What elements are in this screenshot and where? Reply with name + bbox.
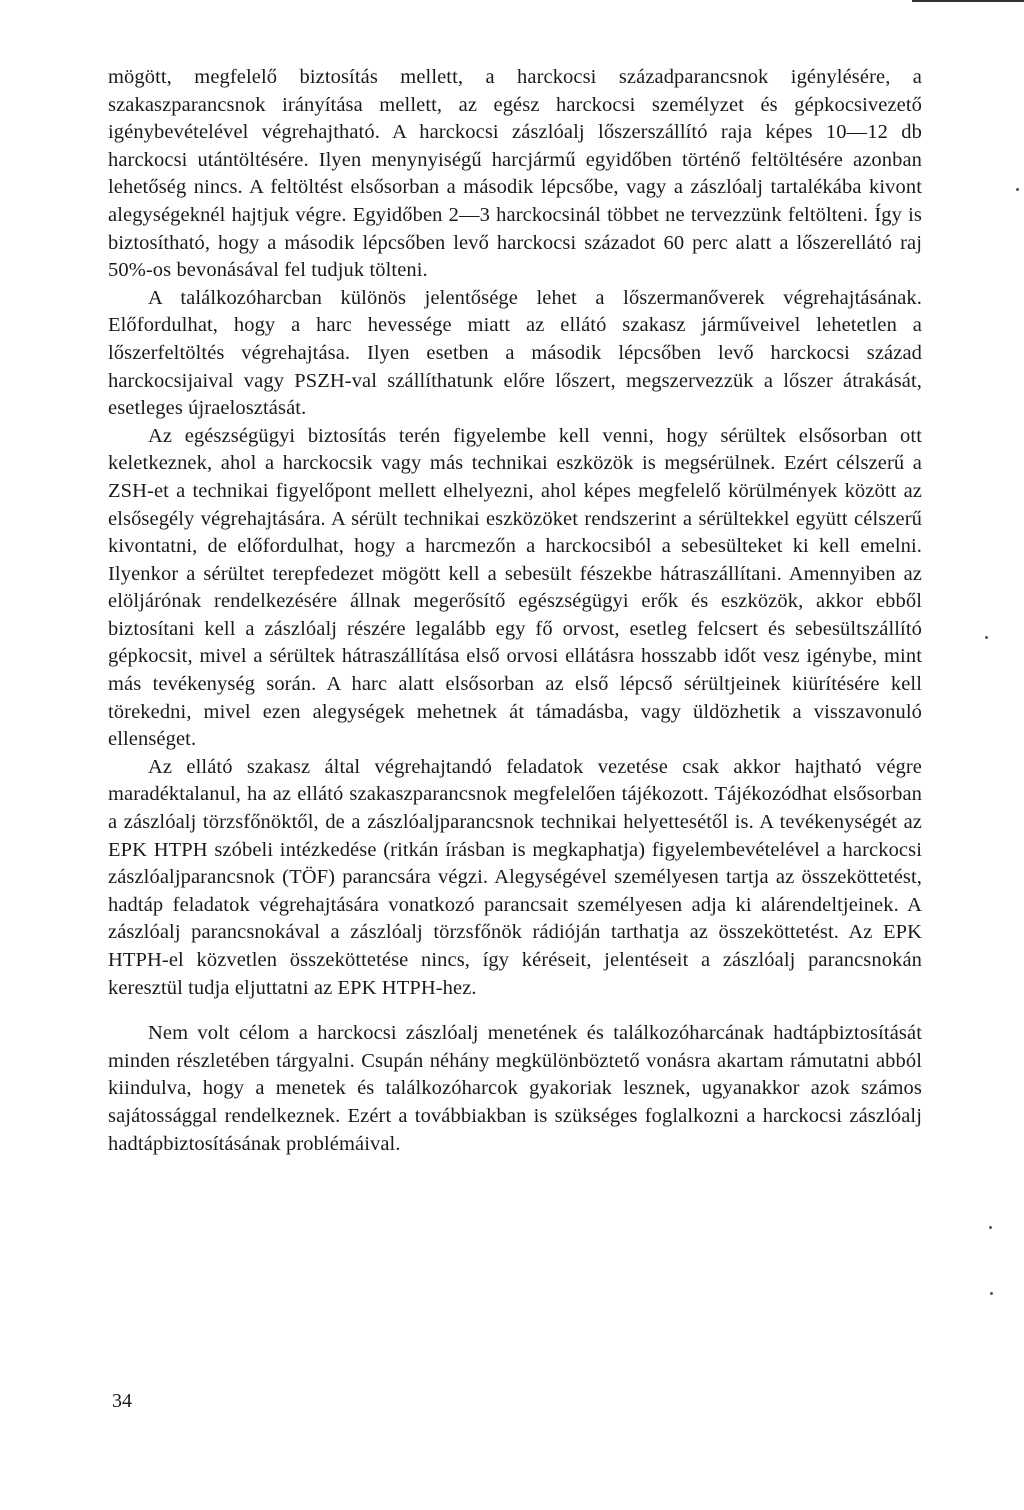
- top-edge-rule: [912, 0, 1024, 2]
- scan-speck: [1016, 188, 1019, 191]
- page-body: [108, 64, 922, 1158]
- scan-speck: [990, 1292, 993, 1295]
- scan-speck: [985, 636, 988, 639]
- page-number: 34: [112, 1390, 132, 1412]
- paragraph-supply-platoon-command: Az ellátó szakasz által végrehajtandó feladatok vezetése csak akkor hajtható végre maradéktalanul, ha az ellátó szakaszparancsnok megfelelően tájékozott. Tájékozódhat elsősorban a zászlóalj törzsfőnöktől, de a zászlóaljparancsnok technikai helyettesétől is. A tevékenységét az EPK HTPH szóbeli intézkedése (ritkán írásban is megkaphatja) figyelembevételével a harckocsi zászlóaljparancsnok (TÖF) parancsára végzi. Alegységével személyesen tartja az összeköttetést, hadtáp feladatok végrehajtására vonatkozó parancsait személyesen adja ki alárendeltjeinek. A zászlóalj parancsnokával a zászlóalj törzsfőnök rádióján tarthatja az összeköttetést. Az EPK HTPH-el közvetlen összeköttetése nincs, így kéréseit, jelentéseit a zászlóalj parancsnokán keresztül tudja eljuttatni az EPK HTPH-hez.: [108, 755, 922, 999]
- paragraph-ammunition-maneuver: A találkozóharcban különös jelentősége lehet a lőszermanőverek végrehajtásának. Előfordulhat, hogy a harc hevessége miatt az ellátó szakasz járműveivel lehetetlen a lőszerfeltöltés végrehajtása. Ilyen esetben a második lépcsőben levő harckocsi század harckocsijaival vagy PSZH-val szállíthatunk előre lőszert, megszervezzük a lőszer átrakását, esetleges újraelosztását.: [108, 286, 922, 420]
- scan-speck: [989, 1226, 992, 1229]
- paragraph-medical-support: Az egészségügyi biztosítás terén figyelembe kell venni, hogy sérültek elsősorban ott keletkeznek, ahol a harckocsik vagy más technikai eszközök is megsérülnek. Ezért célszerű a ZSH-et a technikai figyelőpont mellett elhelyezni, ahol képes megfelelő körülmények között az elsősegély végrehajtására. A sérült technikai eszközöket rendszerint a sérültekkel együtt célszerű kivontatni, de előfordulhat, hogy a harcmezőn a harckocsiból a sebesülteket ki kell emelni. Ilyenkor a sérültet terepfedezet mögött kell a sebesült fészekbe hátraszállítani. Amennyiben az elöljárónak rendelkezésére állnak megerősítő egészségügyi erők és eszközök, akkor ebből biztosítani kell a zászlóalj részére legalább egy fő orvost, esetleg felcsert és sebesültszállító gépkocsit, mivel a sérültek hátraszállítása első orvosi ellátásra hosszabb időt vesz igénybe, mint más tevékenység során. A harc alatt elsősorban az első lépcső sérültjeinek kiürítésére kell törekedni, mivel ezen alegységek mehetnek át támadásba, vagy üldözhetik a visszavonuló ellenséget.: [108, 424, 922, 751]
- paragraph-conclusion: Nem volt célom a harckocsi zászlóalj menetének és találkozóharcának hadtápbiztosítását minden részletében tárgyalni. Csupán néhány megkülönböztető vonásra akartam rámutatni abból kiindulva, hogy a menetek és találkozóharcok gyakoriak lesznek, ugyanakkor azok számos sajátossággal rendelkeznek. Ezért a továbbiakban is szükséges foglalkozni a harckocsi zászlóalj hadtápbiztosításának problémáival.: [108, 1022, 922, 1155]
- paragraph-continued: mögött, megfelelő biztosítás mellett, a harckocsi századparancsnok igénylésére, a szakaszparancsnok irányítása mellett, az egész harckocsi személyzet és gépkocsivezető igénybevételével végrehajtható. A harckocsi zászlóalj lőszerszállító raja képes 10—12 db harckocsi utántöltésére. Ilyen menynyiségű harcjármű egyidőben történő feltöltésére azonban lehetőség nincs. A feltöltést elsősorban a második lépcsőbe, vagy a zászlóalj tartalékába kivont alegységeknél hajtjuk végre. Egyidőben 2—3 harckocsinál többet ne tervezzünk feltölteni. Így is biztosítható, hogy a második lépcsőben levő harckocsi századot 60 perc alatt a lőszerellátó raj 50%-os bevonásával fel tudjuk tölteni.: [108, 66, 922, 282]
